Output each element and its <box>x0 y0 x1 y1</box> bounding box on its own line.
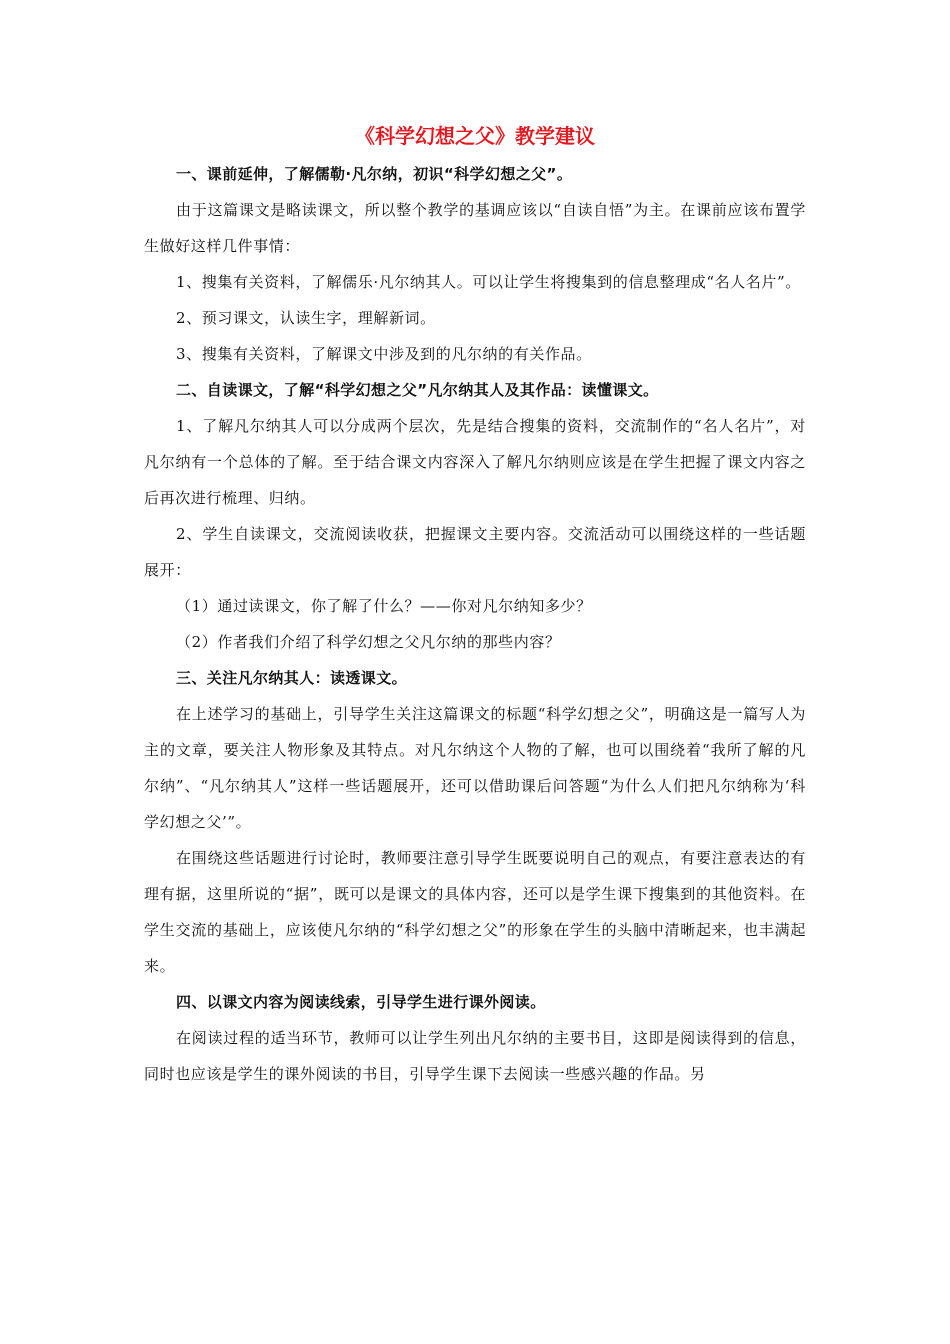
paragraph: 2、预习课文，认读生字，理解新词。 <box>176 309 436 327</box>
sub-item: （1）通过读课文，你了解了什么？——你对凡尔纳知多少？ <box>176 597 592 615</box>
paragraph: 1、了解凡尔纳其人可以分成两个层次，先是结合搜集的资料，交流制作的“名人名片”，对凡尔纳有一个总体的了解。至于结合课文内容深入了解凡尔纳则应该是在学生把握了课文内容之后再次进行梳理、归纳。 <box>144 417 806 507</box>
sub-item: （2）作者我们介绍了科学幻想之父凡尔纳的那些内容？ <box>176 633 561 651</box>
section-heading-4: 四、以课文内容为阅读线索，引导学生进行课外阅读。 <box>176 993 546 1011</box>
paragraph: 在阅读过程的适当环节，教师可以让学生列出凡尔纳的主要书目，这即是阅读得到的信息，同时也应该是学生的课外阅读的书目，引导学生课下去阅读一些感兴趣的作品。另 <box>144 1029 806 1083</box>
paragraph: 1、搜集有关资料，了解儒乐·凡尔纳其人。可以让学生将搜集到的信息整理成“名人名片”。 <box>176 273 801 291</box>
section-heading-3: 三、关注凡尔纳其人：读透课文。 <box>176 669 408 687</box>
paragraph: 2、学生自读课文，交流阅读收获，把握课文主要内容。交流活动可以围绕这样的一些话题展开： <box>144 525 806 579</box>
document-title: 《科学幻想之父》教学建议 <box>355 124 595 148</box>
paragraph: 在上述学习的基础上，引导学生关注这篇课文的标题“科学幻想之父”，明确这是一篇写人为主的文章，要关注人物形象及其特点。对凡尔纳这个人物的了解，也可以围绕着“我所了解的凡尔纳”、“凡尔纳其人”这样一些话题展开，还可以借助课后问答题“为什么人们把凡尔纳称为‘科学幻想之父’”。 <box>144 705 806 831</box>
paragraph: 由于这篇课文是略读课文，所以整个教学的基调应该以“自读自悟”为主。在课前应该布置学生做好这样几件事情： <box>144 201 806 255</box>
document-page <box>144 118 806 1092</box>
section-heading-2: 二、自读课文，了解“科学幻想之父”凡尔纳其人及其作品：读懂课文。 <box>176 381 659 399</box>
paragraph: 3、搜集有关资料，了解课文中涉及到的凡尔纳的有关作品。 <box>176 345 592 363</box>
paragraph: 在围绕这些话题进行讨论时，教师要注意引导学生既要说明自己的观点，有要注意表达的有理有据，这里所说的“据”，既可以是课文的具体内容，还可以是学生课下搜集到的其他资料。在学生交流的基础上，应该使凡尔纳的“科学幻想之父”的形象在学生的头脑中清晰起来，也丰满起来。 <box>144 849 806 975</box>
section-heading-1: 一、课前延伸，了解儒勒·凡尔纳，初识“科学幻想之父”。 <box>176 165 573 183</box>
